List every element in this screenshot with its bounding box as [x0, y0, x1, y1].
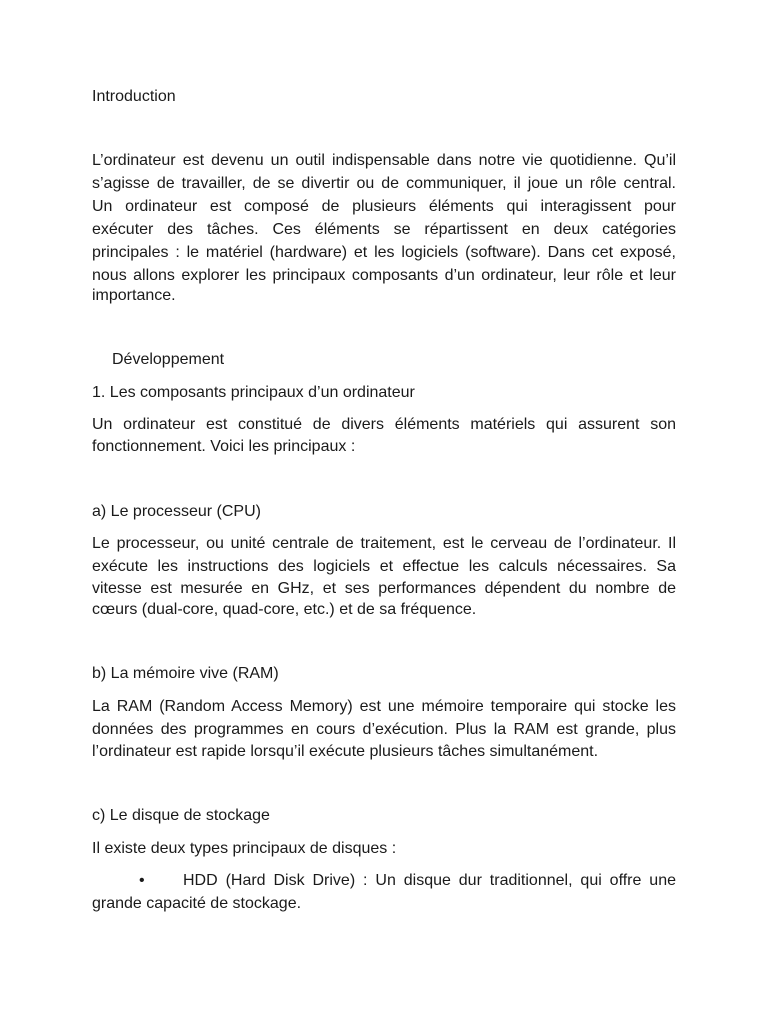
- paragraph-line: fonctionnement. Voici les principaux :: [92, 438, 356, 455]
- paragraph-line: exécute les instructions des logiciels et effectue les calculs nécessaires. Sa: [92, 558, 676, 575]
- list-item-line: HDD (Hard Disk Drive) : Un disque dur traditionnel, qui offre une: [183, 872, 676, 889]
- ram-heading: b) La mémoire vive (RAM): [92, 665, 279, 682]
- paragraph-line: Le processeur, ou unité centrale de traitement, est le cerveau de l’ordinateur. Il: [92, 535, 676, 552]
- paragraph-line: importance.: [92, 287, 176, 304]
- paragraph-line: exécuter des tâches. Ces éléments se répartissent en deux catégories: [92, 221, 676, 238]
- disk-intro: Il existe deux types principaux de disques :: [92, 840, 397, 857]
- paragraph-line: données des programmes en cours d’exécution. Plus la RAM est grande, plus: [92, 721, 676, 738]
- paragraph-line: cœurs (dual-core, quad-core, etc.) et de sa fréquence.: [92, 601, 477, 618]
- list-item-line: grande capacité de stockage.: [92, 895, 302, 912]
- paragraph-line: L’ordinateur est devenu un outil indispensable dans notre vie quotidienne. Qu’il: [92, 152, 676, 169]
- paragraph-line: principales : le matériel (hardware) et les logiciels (software). Dans cet exposé,: [92, 244, 676, 261]
- paragraph-line: vitesse est mesurée en GHz, et ses performances dépendent du nombre de: [92, 580, 676, 597]
- intro-heading: Introduction: [92, 88, 176, 105]
- paragraph-line: La RAM (Random Access Memory) est une mémoire temporaire qui stocke les: [92, 698, 676, 715]
- paragraph-line: nous allons explorer les principaux composants d’un ordinateur, leur rôle et leur: [92, 267, 676, 284]
- bullet-icon: •: [139, 872, 145, 889]
- dev-heading: Développement: [112, 351, 225, 368]
- paragraph-line: Un ordinateur est composé de plusieurs éléments qui interagissent pour: [92, 198, 676, 215]
- cpu-heading: a) Le processeur (CPU): [92, 503, 261, 520]
- section1-heading: 1. Les composants principaux d’un ordinateur: [92, 384, 415, 401]
- disk-heading: c) Le disque de stockage: [92, 807, 270, 824]
- paragraph-line: l’ordinateur est rapide lorsqu’il exécute plusieurs tâches simultanément.: [92, 743, 599, 760]
- paragraph-line: Un ordinateur est constitué de divers éléments matériels qui assurent son: [92, 416, 676, 433]
- paragraph-line: s’agisse de travailler, de se divertir ou de communiquer, il joue un rôle central.: [92, 175, 676, 192]
